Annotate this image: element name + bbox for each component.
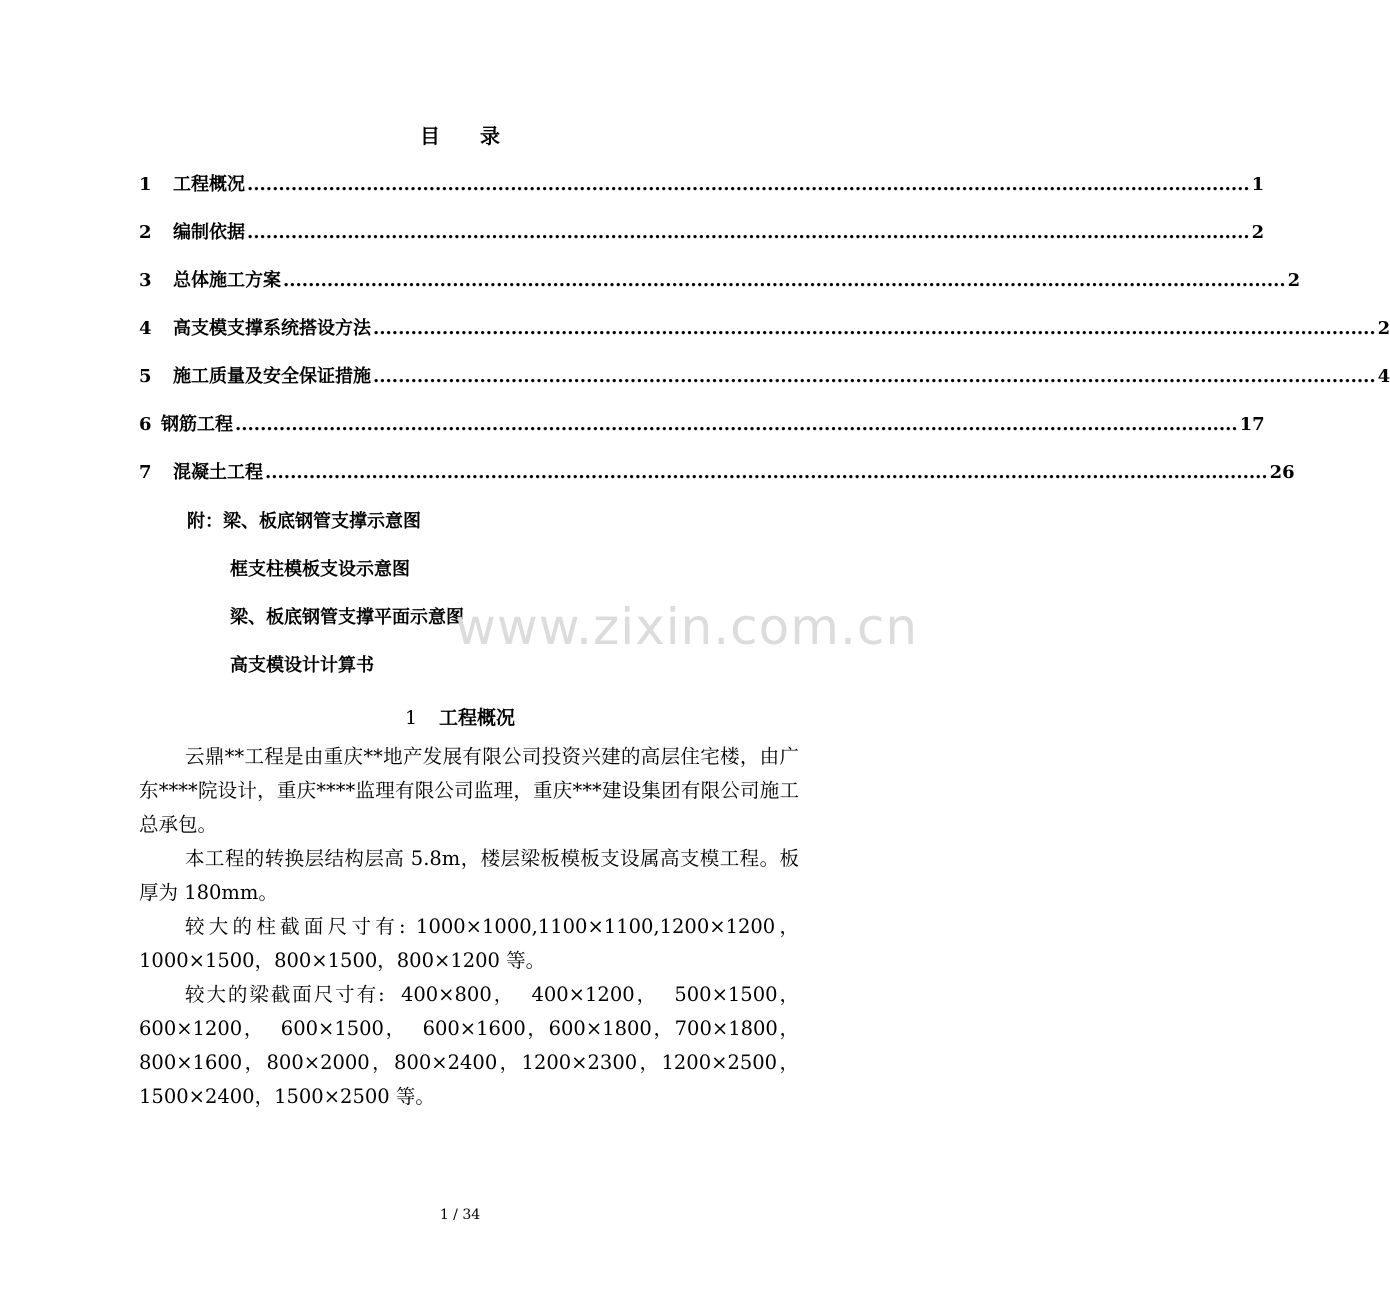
toc-entry[interactable] bbox=[139, 449, 1295, 497]
toc-leader-dots: ................................................................................................................................................................ bbox=[247, 174, 1250, 195]
toc-entry[interactable] bbox=[139, 161, 1265, 209]
toc-entry[interactable] bbox=[139, 353, 1390, 401]
watermark: www.zixin.com.cn bbox=[455, 598, 919, 656]
appendix-item: 框支柱模板支设示意图 bbox=[230, 559, 410, 580]
section-title: 工程概况 bbox=[439, 707, 516, 729]
toc-leader-dots: ................................................................................................................................................................ bbox=[283, 270, 1286, 291]
toc-leader-dots: ................................................................................................................................................................ bbox=[265, 462, 1268, 483]
toc-entry-label: 高支模支撑系统搭设方法 bbox=[173, 318, 371, 339]
toc-entry-page: 17 bbox=[1239, 414, 1265, 435]
toc-entry-label: 编制依据 bbox=[173, 222, 245, 243]
toc-entry-page: 4 bbox=[1377, 366, 1390, 387]
appendix-item: 梁、板底钢管支撑平面示意图 bbox=[230, 607, 464, 628]
toc-entry-label: 混凝土工程 bbox=[173, 462, 263, 483]
toc-entry[interactable] bbox=[139, 305, 1390, 353]
toc-leader-dots: ................................................................................................................................................................ bbox=[235, 414, 1238, 435]
toc-entry-number: 6 bbox=[139, 414, 152, 435]
body-paragraph: 较大的柱截面尺寸有: 1000×1000,1100×1100,1200×1200，1000×1500，800×1500，800×1200 等。 bbox=[139, 915, 799, 972]
toc-entry-number: 7 bbox=[139, 462, 152, 483]
appendix-item: 高支模设计计算书 bbox=[230, 655, 374, 676]
toc-entry-page: 2 bbox=[1251, 222, 1265, 243]
toc-title: 目录 bbox=[420, 124, 540, 148]
toc-entry-page: 1 bbox=[1251, 174, 1265, 195]
toc-entry[interactable] bbox=[139, 209, 1265, 257]
toc-entry-number: 5 bbox=[139, 366, 152, 387]
toc-leader-dots: ................................................................................................................................................................ bbox=[373, 318, 1376, 339]
section-heading bbox=[0, 703, 920, 730]
appendix-item: 附：梁、板底钢管支撑示意图 bbox=[187, 511, 421, 532]
toc-entry-label: 施工质量及安全保证措施 bbox=[173, 366, 371, 387]
toc-entry-label: 总体施工方案 bbox=[173, 270, 281, 291]
toc-leader-dots: ................................................................................................................................................................ bbox=[247, 222, 1250, 243]
table-of-contents bbox=[139, 161, 1390, 497]
toc-entry-page: 26 bbox=[1269, 462, 1295, 483]
toc-entry-page: 2 bbox=[1287, 270, 1301, 291]
toc-entry-number: 3 bbox=[139, 270, 152, 291]
page-number: 1 / 34 bbox=[439, 1207, 481, 1223]
toc-entry-number: 2 bbox=[139, 222, 152, 243]
body-paragraph: 本工程的转换层结构层高 5.8m，楼层梁板模板支设属高支模工程。板厚为 180mm。 bbox=[139, 847, 799, 904]
section-number: 1 bbox=[404, 707, 418, 729]
toc-entry[interactable] bbox=[139, 401, 1265, 449]
toc-entry-page: 2 bbox=[1377, 318, 1390, 339]
section-body bbox=[139, 740, 799, 1114]
toc-entry-number: 4 bbox=[139, 318, 152, 339]
toc-entry-label: 钢筋工程 bbox=[161, 414, 233, 435]
toc-entry-label: 工程概况 bbox=[173, 174, 245, 195]
body-paragraph: 较大的梁截面尺寸有: 400×800， 400×1200， 500×1500，600×1200， 600×1500， 600×1600，600×1800，700×1800，800×1600，800×2000，800×2400，1200×2300，1200×2500，1500×2400，1500×2500 等。 bbox=[139, 983, 799, 1108]
toc-entry-number: 1 bbox=[139, 174, 152, 195]
toc-leader-dots: ................................................................................................................................................................ bbox=[373, 366, 1376, 387]
toc-entry[interactable] bbox=[139, 257, 1301, 305]
body-paragraph: 云鼎**工程是由重庆**地产发展有限公司投资兴建的高层住宅楼，由广东****院设计，重庆****监理有限公司监理，重庆***建设集团有限公司施工总承包。 bbox=[139, 745, 799, 836]
